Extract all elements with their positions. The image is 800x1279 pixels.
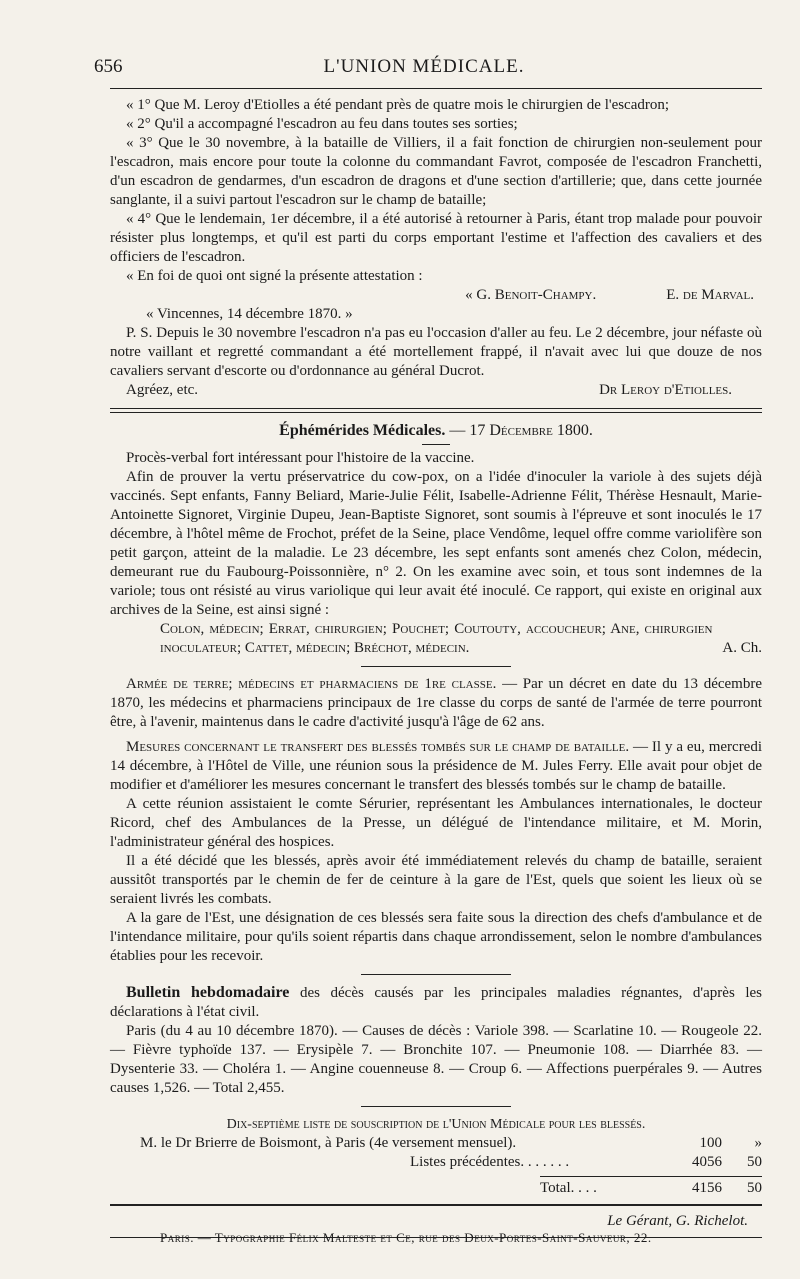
gerant-line	[110, 1212, 762, 1231]
attestation-paragraph: « 2° Qu'il a accompagné l'escadron au feu dans toutes ses sorties;	[126, 116, 518, 132]
mesures-paragraph: Il a été décidé que les blessés, après avoir été immédiatement relevés du champ de bataille, seraient aussitôt transportés par le chemin de fer de ceinture à la gare de l'Est, quels que soient les lieux où se seraient livrés les combats.	[110, 853, 762, 907]
ephemerides-heading	[110, 421, 762, 440]
ephemerides-section	[110, 421, 762, 658]
souscription-total-row	[110, 1179, 762, 1198]
signature-benoit-champy: « G. Benoit-Champy.	[465, 287, 597, 303]
total-rule	[540, 1176, 762, 1177]
row-cents: 50	[747, 1154, 762, 1170]
ephemerides-date: — 17 Décembre 1800.	[449, 422, 593, 439]
mesures-paragraph: A la gare de l'Est, une désignation de ces blessés sera faite sous la direction des chefs d'ambulance et de l'intendance militaire, pour qu'ils soient répartis dans chaque arrondissement, selon le nombre d'ambulances établies pour les recevoir.	[110, 910, 762, 964]
header-rule	[110, 88, 762, 89]
total-amount: 4156	[692, 1180, 722, 1196]
row-amount: 100	[699, 1135, 722, 1151]
page-header	[94, 56, 754, 84]
section-rule	[361, 1106, 511, 1107]
ephemerides-initials: A. Ch.	[722, 640, 762, 656]
bulletin-section	[110, 983, 762, 1098]
page-content	[110, 96, 762, 1238]
row-label: Listes précédentes. . . . . . .	[410, 1154, 570, 1170]
attestation-section	[110, 96, 762, 400]
postscript: P. S. Depuis le 30 novembre l'escadron n'a pas eu l'occasion d'aller au feu. Le 2 décembre, jour néfaste où notre vaillant et regretté commandant a été mortellement frappé, il n'avait avec lui que douze de nos cavaliers servant d'escorte ou d'ordonnance au général Ducrot.	[110, 325, 762, 379]
bulletin-intro-text: des décès causés par les principales maladies régnantes, d'après les déclarations à l'état civil.	[110, 985, 762, 1020]
mesures-section	[110, 738, 762, 966]
bulletin-intro	[110, 983, 762, 1022]
armee-section	[110, 675, 762, 732]
souscription-section	[110, 1115, 762, 1198]
souscription-row	[110, 1134, 762, 1153]
closing-formula: Agréez, etc.	[126, 382, 199, 398]
attestation-paragraph: « 1° Que M. Leroy d'Etiolles a été pendant près de quatre mois le chirurgien de l'escadron;	[126, 97, 670, 113]
ephemerides-title: Éphémérides Médicales.	[279, 422, 446, 439]
mesures-text: — Il y a eu, mercredi 14 décembre, à l'Hôtel de Ville, une réunion sous la présidence de M. Jules Ferry. Elle avait pour objet de modifier et d'améliorer les mesures concernant le transfert des blessés tombés sur le champ de bataille.	[110, 739, 763, 793]
section-double-rule	[110, 408, 762, 413]
short-dash-rule	[422, 444, 450, 445]
bulletin-stats: Paris (du 4 au 10 décembre 1870). — Causes de décès : Variole 398. — Scarlatine 10. — Rougeole 22. — Fièvre typhoïde 137. — Erysipèle 7. — Bronchite 107. — Pneumonie 108. — Diarrhée 83. — Dysenterie 33. — Choléra 1. — Angine couenneuse 8. — Croup 6. — Affections puerpérales 9. — Autres causes 1,526. — Total 2,455.	[110, 1023, 762, 1096]
attestation-paragraph: « 4° Que le lendemain, 1er décembre, il a été autorisé à retourner à Paris, étant trop malade pour pouvoir résister plus longtemps, et qu'il est parti du corps emportant l'estime et l'affection des cavaliers et des officiers de l'escadron.	[110, 211, 762, 265]
total-cents: 50	[747, 1180, 762, 1196]
ephemerides-paragraph: Afin de prouver la vertu préservatrice du cow-pox, on a l'idée d'inoculer la variole à des sujets déjà vaccinés. Sept enfants, Fanny Beliard, Marie-Julie Félit, Isabelle-Adrienne Félit, Thérèse Hesnault, Marie-Antoinette Signoret, Virginie Dupeu, Jean-Baptiste Signoret, sont soumis à l'épreuve et sont inoculés le 17 décembre, à l'hôtel même de Frochot, préfet de la Seine, place Vendôme, lequel offre comme variolifère son petit garçon, atteint de la maladie. Le 23 décembre, les sept enfants sont amenés chez Colon, médecin, demeurant rue du Faubourg-Poissonnière, n° 2. On les examine avec soin, et tous sont indemnes de la variole; tous ont résisté au virus variolique qui leur avait été inoculé. Ce rapport, qui existe en original aux archives de la Seine, est ainsi signé :	[110, 469, 762, 618]
printer-footer: Paris. — Typographie Félix Malteste et Ce, rue des Deux-Portes-Saint-Sauveur, 22.	[160, 1230, 652, 1245]
page-number: 656	[94, 56, 123, 77]
attestation-signatures	[110, 286, 762, 305]
row-amount: 4056	[692, 1154, 722, 1170]
bulletin-title: Bulletin hebdomadaire	[126, 984, 290, 1001]
armee-heading: Armée de terre; médecins et pharmaciens de 1re classe.	[126, 676, 497, 692]
mesures-heading: Mesures concernant le transfert des blessés tombés sur le champ de bataille.	[126, 739, 630, 755]
mesures-paragraph	[110, 738, 762, 795]
section-rule	[361, 666, 511, 667]
attestation-date: « Vincennes, 14 décembre 1870. »	[146, 306, 353, 322]
letter-author: Dr Leroy d'Etiolles.	[599, 382, 732, 398]
total-label: Total. . . .	[540, 1180, 597, 1196]
ephemerides-paragraph: Procès-verbal fort intéressant pour l'histoire de la vaccine.	[126, 450, 475, 466]
armee-paragraph	[110, 675, 762, 732]
ephemerides-signatories-block	[110, 620, 762, 658]
mesures-paragraph: A cette réunion assistaient le comte Sérurier, représentant les Ambulances internationales, le docteur Ricord, chef des Ambulances de la Presse, un délégué de l'intendance militaire, et M. Morin, l'administrateur général des hospices.	[110, 796, 762, 850]
row-cents: »	[754, 1135, 762, 1151]
row-label: M. le Dr Brierre de Boismont, à Paris (4e versement mensuel).	[140, 1135, 517, 1151]
section-rule	[361, 974, 511, 975]
attestation-paragraph: « En foi de quoi ont signé la présente attestation :	[126, 268, 423, 284]
armee-text: — Par un décret en date du 13 décembre 1870, les médecins et pharmaciens principaux de 1re classe du corps de santé de l'armée de terre pourront être, à l'avenir, maintenus dans le cadre d'activité jusqu'à l'âge de 62 ans.	[110, 676, 762, 730]
journal-title: L'UNION MÉDICALE.	[323, 56, 525, 77]
signature-de-marval: E. de Marval.	[666, 287, 754, 303]
attestation-paragraph: « 3° Que le 30 novembre, à la bataille de Villiers, il a fait fonction de chirurgien non-seulement pour l'escadron, mais encore pour toute la colonne du commandant Favrot, composée de l'escadron Franchetti, d'un escadron de gendarmes, d'un escadron de dragons et d'une section d'artillerie; que, dans cette journée sanglante, il a suivi partout l'escadron sur le champ de bataille;	[110, 135, 762, 208]
souscription-row	[110, 1153, 762, 1172]
souscription-title: Dix-septième liste de souscription de l'Union Médicale pour les blessés.	[226, 1117, 646, 1132]
ephemerides-signatories: Colon, médecin; Errat, chirurgien; Pouchet; Coutouty, accoucheur; Ane, chirurgien inoculateur; Cattet, médecin; Bréchot, médecin.	[160, 621, 713, 656]
bottom-rule	[110, 1204, 762, 1206]
letter-closing	[110, 381, 762, 400]
gerant-signature: Le Gérant, G. Richelot.	[607, 1213, 748, 1229]
